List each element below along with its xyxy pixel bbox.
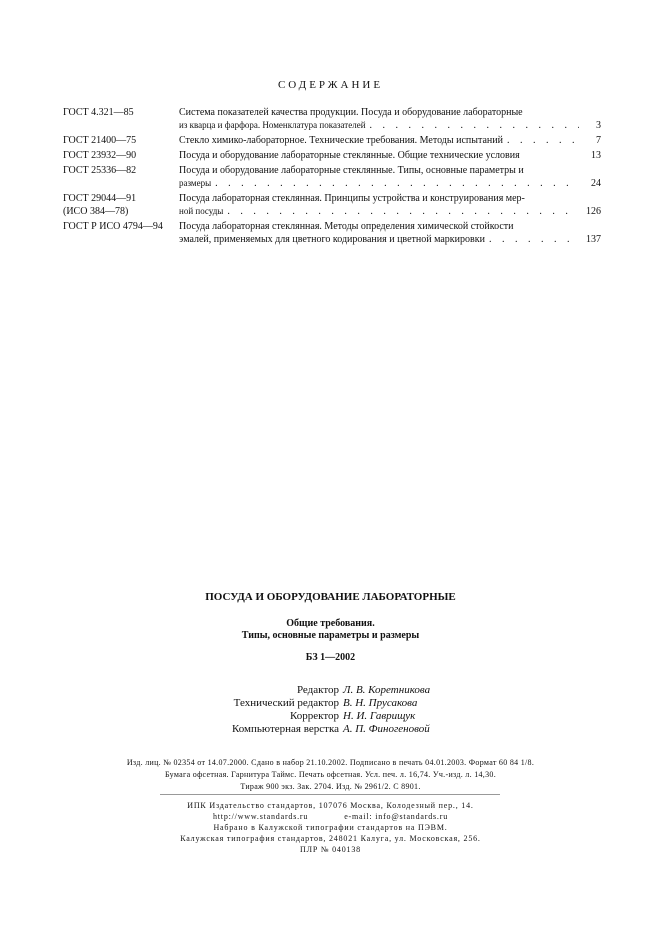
toc-entry-code: ГОСТ 4.321—85 <box>63 107 134 118</box>
toc-entry-page: 7 <box>596 135 601 146</box>
toc-entry[interactable] <box>63 134 601 147</box>
imprint <box>0 757 661 793</box>
divider <box>160 794 500 795</box>
publisher-line: Калужская типография стандартов, 248021 Калуга, ул. Московская, 256. <box>180 834 481 843</box>
leader-dots <box>489 233 579 246</box>
toc-entry[interactable] <box>63 164 601 190</box>
toc-entry-page: 13 <box>591 150 601 161</box>
toc-entry-title: Посуда и оборудование лабораторные стеклянные. Общие технические условия <box>179 150 520 161</box>
toc-entry-code: ГОСТ Р ИСО 4794—94 <box>63 221 163 232</box>
publisher-license: ПЛР № 040138 <box>300 845 361 854</box>
toc-entry-code: ГОСТ 25336—82 <box>63 165 137 176</box>
imprint-line: Тираж 900 экз. Зак. 2704. Изд. № 2961/2. С 8901. <box>240 782 421 791</box>
toc-entry-title: Посуда лабораторная стеклянная. Методы определения химической стойкости эмалей, применяемых для цветного кодирования и цветной маркировки . . . <box>179 220 579 246</box>
leader-dots <box>215 177 579 190</box>
table-of-contents <box>63 106 601 248</box>
credit-name: Н. И. Гаврищук <box>343 710 416 722</box>
credit-role: Компьютерная верстка <box>231 723 339 735</box>
credit-name: Л. В. Коретникова <box>343 684 431 696</box>
toc-entry-code: ГОСТ 21400—75 <box>63 135 137 146</box>
toc-entry-title: Посуда и оборудование лабораторные стеклянные. Типы, основные параметры и размеры . . . <box>179 164 579 190</box>
toc-entry[interactable] <box>63 192 601 218</box>
credit-role: Корректор <box>289 710 339 722</box>
toc-entry-page: 24 <box>591 178 601 189</box>
leader-dots <box>507 134 579 147</box>
toc-entry-title: Посуда лабораторная стеклянная. Принципы устройства и конструирования мер- ной посуды . . . <box>179 192 579 218</box>
collection-subtitle: Общие требования. <box>286 618 375 629</box>
credit-name: В. Н. Прусакова <box>343 697 418 709</box>
leader-dots <box>227 205 579 218</box>
toc-entry[interactable] <box>63 220 601 246</box>
website-link[interactable]: http://www.standards.ru <box>212 812 309 821</box>
email-link[interactable]: e-mail: info@standards.ru <box>344 812 448 821</box>
credit-editor <box>0 684 661 697</box>
collection-title: ПОСУДА И ОБОРУДОВАНИЕ ЛАБОРАТОРНЫЕ <box>205 591 456 603</box>
leader-dots <box>370 119 579 132</box>
publisher-address: ИПК Издательство стандартов, 107076 Москва, Колодезный пер., 14. <box>187 801 474 810</box>
credit-role: Технический редактор <box>233 697 339 709</box>
credit-proofreader <box>0 710 661 723</box>
toc-entry[interactable] <box>63 106 601 132</box>
credits <box>0 684 661 736</box>
credit-tech-editor <box>0 697 661 710</box>
toc-entry-code: ГОСТ 29044—91 (ИСО 384—78) <box>63 193 137 217</box>
credit-role: Редактор <box>296 684 339 696</box>
collection-code: БЗ 1—2002 <box>305 652 356 663</box>
imprint-line: Изд. лиц. № 02354 от 14.07.2000. Сдано в набор 21.10.2002. Подписано в печать 04.01.2003. Формат 60 84 1/8. <box>126 758 535 767</box>
toc-entry-page: 3 <box>596 120 601 131</box>
toc-entry[interactable] <box>63 149 601 162</box>
toc-entry-page: 126 <box>586 206 601 217</box>
toc-title: СОДЕРЖАНИЕ <box>277 79 384 91</box>
imprint-line: Бумага офсетная. Гарнитура Таймс. Печать офсетная. Усл. печ. л. 16,74. Уч.-изд. л. 14,30. <box>164 770 497 779</box>
publisher-info <box>0 800 661 855</box>
credit-layout <box>0 723 661 736</box>
toc-entry-title: Система показателей качества продукции. Посуда и оборудование лабораторные из кварца и фарфора. Номенклатура показателей . . . <box>179 106 579 132</box>
toc-entry-code: ГОСТ 23932—90 <box>63 150 137 161</box>
toc-entry-title: Стекло химико-лабораторное. Технические требования. Методы испытаний . . . <box>179 134 579 147</box>
toc-entry-page: 137 <box>586 234 601 245</box>
collection-subtitle-2: Типы, основные параметры и размеры <box>241 630 420 641</box>
credit-name: А. П. Финогеновой <box>343 723 430 735</box>
publisher-line: Набрано в Калужской типографии стандартов на ПЭВМ. <box>213 823 448 832</box>
